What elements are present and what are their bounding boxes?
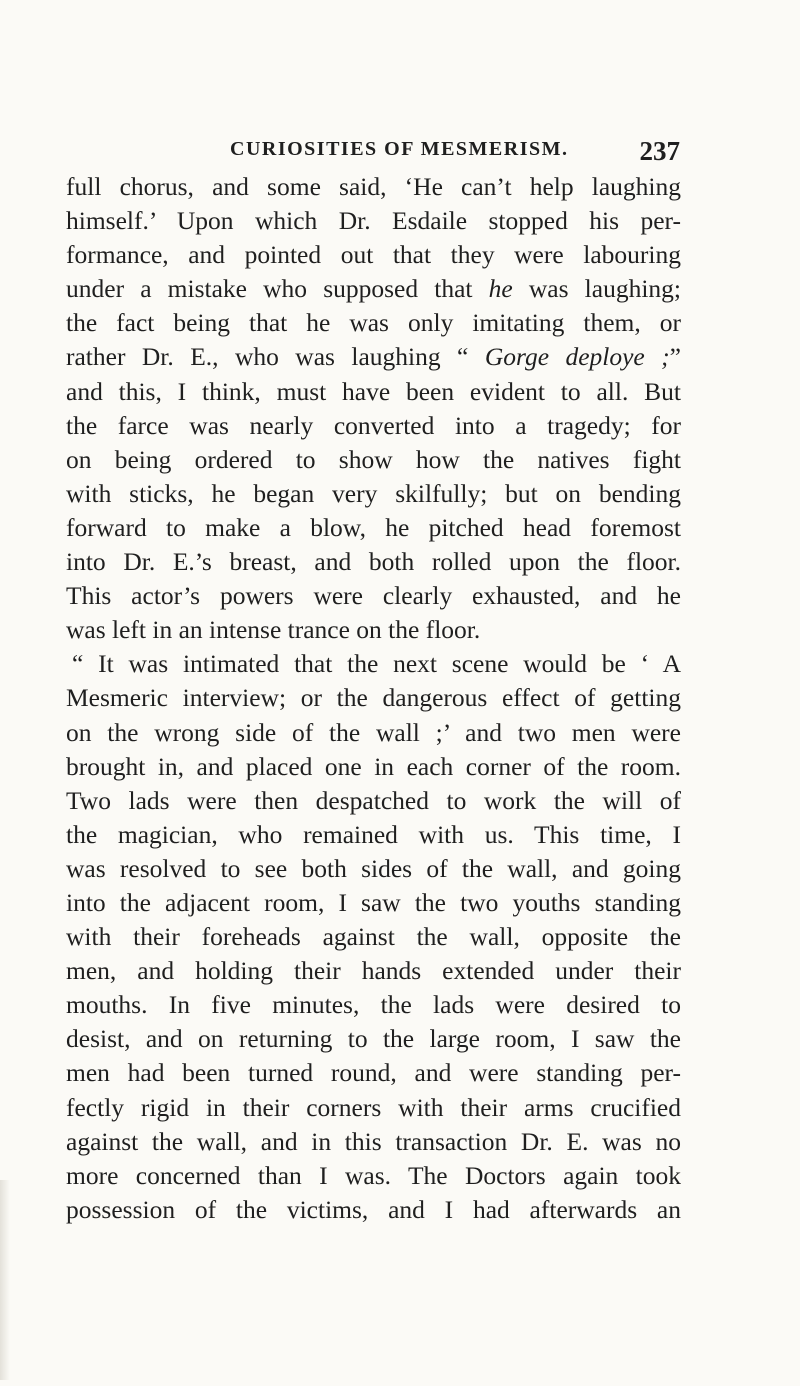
- text-line: into Dr. E.’s breast, and both rolled upon the floor.: [66, 547, 681, 577]
- text-line: fectly rigid in their corners with their arms crucified: [66, 1092, 681, 1122]
- text-line: Two lads were then despatched to work the will of: [66, 785, 681, 815]
- text-line: the farce was nearly converted into a tragedy; for: [66, 410, 681, 440]
- text-line: men, and holding their hands extended under their: [66, 956, 681, 986]
- body-text: [66, 170, 681, 1227]
- text-line: himself.’ Upon which Dr. Esdaile stopped his per-: [66, 206, 681, 236]
- text-line: formance, and pointed out that they were labouring: [66, 240, 681, 270]
- text-line: brought in, and placed one in each corner of the room.: [66, 751, 681, 781]
- text-line: on being ordered to show how the natives fight: [66, 444, 681, 474]
- page-header: [230, 136, 680, 166]
- text-line: This actor’s powers were clearly exhausted, and he: [66, 581, 681, 611]
- text-line: on the wrong side of the wall ;’ and two men were: [66, 717, 681, 747]
- text-line: was resolved to see both sides of the wall, and going: [66, 853, 681, 883]
- text-line: possession of the victims, and I had afterwards an: [66, 1194, 681, 1224]
- text-line: full chorus, and some said, ‘He can’t help laughing: [66, 172, 681, 201]
- text-line: forward to make a blow, he pitched head foremost: [66, 512, 681, 542]
- emphasis: Gorge deploye ;: [484, 342, 670, 372]
- text-line: rather Dr. E., who was laughing “ Gorge deploye ;”: [66, 342, 681, 372]
- text-line: with sticks, he began very skilfully; but on bending: [66, 478, 681, 508]
- text-line: under a mistake who supposed that he was laughing;: [66, 274, 681, 304]
- text-line: with their foreheads against the wall, opposite the: [66, 922, 681, 952]
- scan-edge-shadow: [0, 1180, 10, 1380]
- page-number: 237: [639, 136, 680, 166]
- text-line: was left in an intense trance on the floor.: [66, 615, 481, 645]
- emphasis: he: [488, 274, 513, 304]
- text-line: into the adjacent room, I saw the two youths standing: [66, 887, 681, 917]
- text-line: men had been turned round, and were standing per-: [66, 1058, 681, 1088]
- text-line: against the wall, and in this transaction Dr. E. was no: [66, 1126, 681, 1156]
- running-head: CURIOSITIES OF MESMERISM.: [230, 138, 569, 160]
- text-line: mouths. In five minutes, the lads were desired to: [66, 990, 681, 1020]
- text-line: and this, I think, must have been evident to all. But: [66, 376, 681, 406]
- text-line: the fact being that he was only imitating them, or: [66, 308, 681, 338]
- text-line: more concerned than I was. The Doctors again took: [66, 1160, 681, 1190]
- text-line: desist, and on returning to the large room, I saw the: [66, 1024, 681, 1054]
- text-line: the magician, who remained with us. This time, I: [66, 819, 681, 849]
- text-line: Mesmeric interview; or the dangerous effect of getting: [66, 683, 681, 713]
- text-line: “ It was intimated that the next scene would be ‘ A: [72, 649, 681, 679]
